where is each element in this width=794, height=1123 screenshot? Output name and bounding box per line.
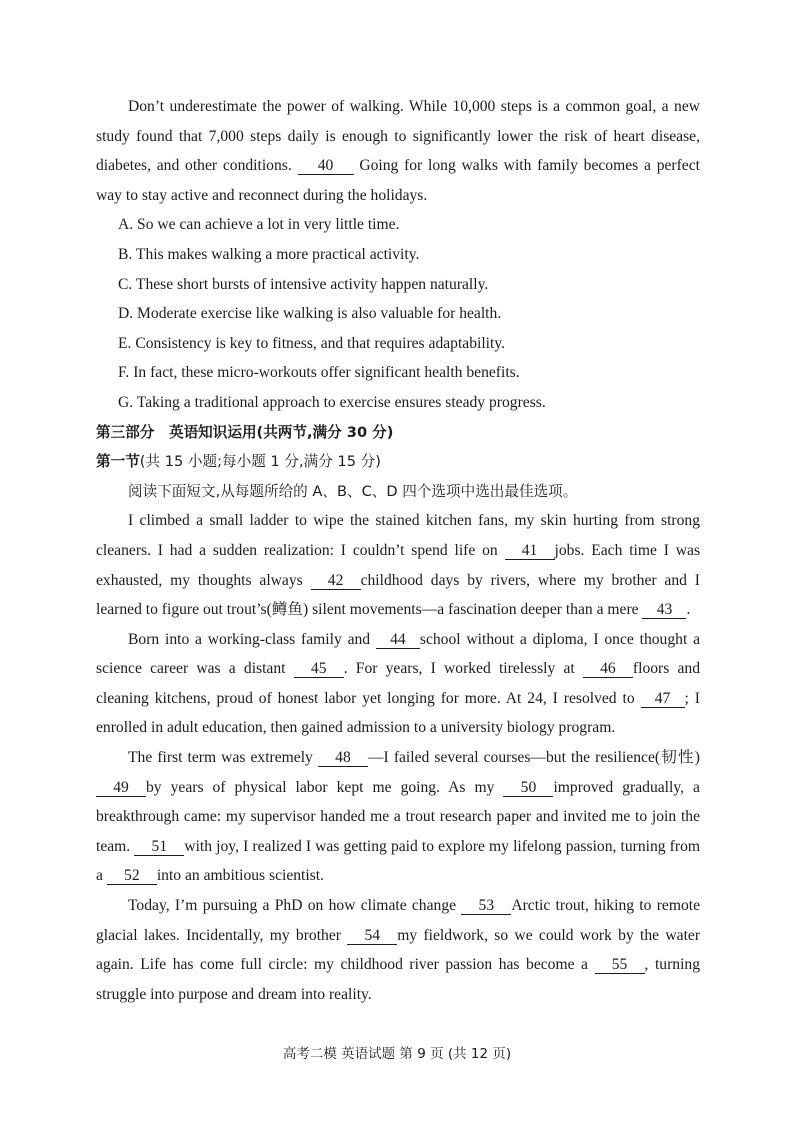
blank-52: 52: [107, 867, 157, 885]
walking-text: Don’t underestimate the power of walking. While 10,000 steps is a common goal, a new study found that 7,000 steps daily is enough to significantly lower the risk of heart disease, diabetes, and other conditions.: [96, 98, 700, 175]
cloze-instruction: 阅读下面短文,从每题所给的 A、B、C、D 四个选项中选出最佳选项。: [128, 482, 578, 500]
option-a: A. So we can achieve a lot in very little time.: [118, 216, 400, 234]
blank-45: 45: [294, 660, 344, 678]
blank-40: 40: [298, 157, 354, 175]
cloze-text: floors and cleaning kitchens, proud of honest labor yet longing for more. At 24, I resolved to: [96, 660, 701, 707]
option-d: D. Moderate exercise like walking is also valuable for health.: [118, 305, 502, 323]
cloze-text: The first term was extremely: [128, 749, 313, 767]
cloze-text: —I failed several courses—but the resilience(韧性): [367, 749, 700, 767]
cloze-text: Arctic trout, hiking to remote glacial lakes. Incidentally, my brother: [96, 897, 700, 944]
part3-heading: 第三部分 英语知识运用(共两节,满分 30 分): [96, 423, 394, 441]
blank-46: 46: [583, 660, 633, 678]
cloze-paragraph-1: [96, 506, 700, 624]
walking-paragraph: [96, 92, 700, 210]
cloze-paragraph-4: [96, 891, 700, 1009]
blank-49: 49: [96, 779, 146, 797]
blank-50: 50: [503, 779, 553, 797]
options-list: [96, 210, 700, 417]
blank-44: 44: [376, 631, 420, 649]
cloze-text: childhood days by rivers, where my brother and I learned to figure out trout’s(鳟鱼) silent movements—a fascination deeper than a mere: [96, 571, 700, 619]
option-f: F. In fact, these micro-workouts offer significant health benefits.: [118, 364, 520, 382]
cloze-text: I climbed a small ladder to wipe the stained kitchen fans, my skin hurting from strong cleaners. I had a sudden realization: I couldn’t spend life on: [96, 512, 700, 559]
blank-42: 42: [311, 572, 361, 590]
blank-55: 55: [595, 956, 645, 974]
cloze-text: , turning struggle into purpose and dream into reality.: [96, 956, 700, 1003]
cloze-paragraph-2: [96, 625, 700, 743]
blank-47: 47: [641, 690, 685, 708]
cloze-text: jobs. Each time I was exhausted, my thoughts always: [96, 541, 701, 589]
option-c: C. These short bursts of intensive activity happen naturally.: [118, 275, 489, 293]
blank-43: 43: [642, 601, 686, 619]
blank-54: 54: [347, 927, 397, 945]
cloze-paragraph-3: [96, 743, 700, 891]
blank-51: 51: [134, 838, 184, 856]
cloze-text: by years of physical labor kept me going. As my: [146, 778, 495, 796]
page-content: [96, 92, 700, 1009]
blank-48: 48: [318, 749, 368, 767]
cloze-text: improved gradually, a breakthrough came: my supervisor handed me a trout research paper and invited me to join the team.: [96, 778, 700, 855]
cloze-text: school without a diploma, I once thought a science career was a distant: [96, 630, 700, 678]
cloze-text: into an ambitious scientist.: [156, 867, 325, 885]
section1-info: (共 15 小题;每小题 1 分,满分 15 分): [139, 453, 381, 471]
cloze-text: . For years, I worked tirelessly at: [343, 660, 575, 678]
cloze-text: .: [686, 601, 691, 619]
cloze-text: my fieldwork, so we could work by the water again. Life has come full circle: my childhood river passion has become a: [96, 926, 701, 974]
cloze-text: Born into a working-class family and: [128, 630, 371, 648]
option-g: G. Taking a traditional approach to exercise ensures steady progress.: [118, 393, 546, 411]
blank-41: 41: [505, 542, 555, 560]
cloze-text: Today, I’m pursuing a PhD on how climate change: [128, 897, 457, 915]
option-b: B. This makes walking a more practical activity.: [118, 245, 420, 263]
section1-title: 第一节: [96, 453, 140, 471]
page-footer: 高考二模 英语试题 第 9 页 (共 12 页): [282, 1046, 512, 1062]
blank-53: 53: [461, 897, 511, 915]
walking-text-tail: Going for long walks with family becomes a perfect way to stay active and reconnect during the holidays.: [96, 157, 700, 204]
option-e: E. Consistency is key to fitness, and that requires adaptability.: [118, 334, 506, 352]
section1-heading: [96, 447, 700, 477]
cloze-text: ; I enrolled in adult education, then gained admission to a university biology program.: [96, 689, 700, 737]
cloze-text: with joy, I realized I was getting paid to explore my lifelong passion, turning from a: [96, 837, 700, 885]
